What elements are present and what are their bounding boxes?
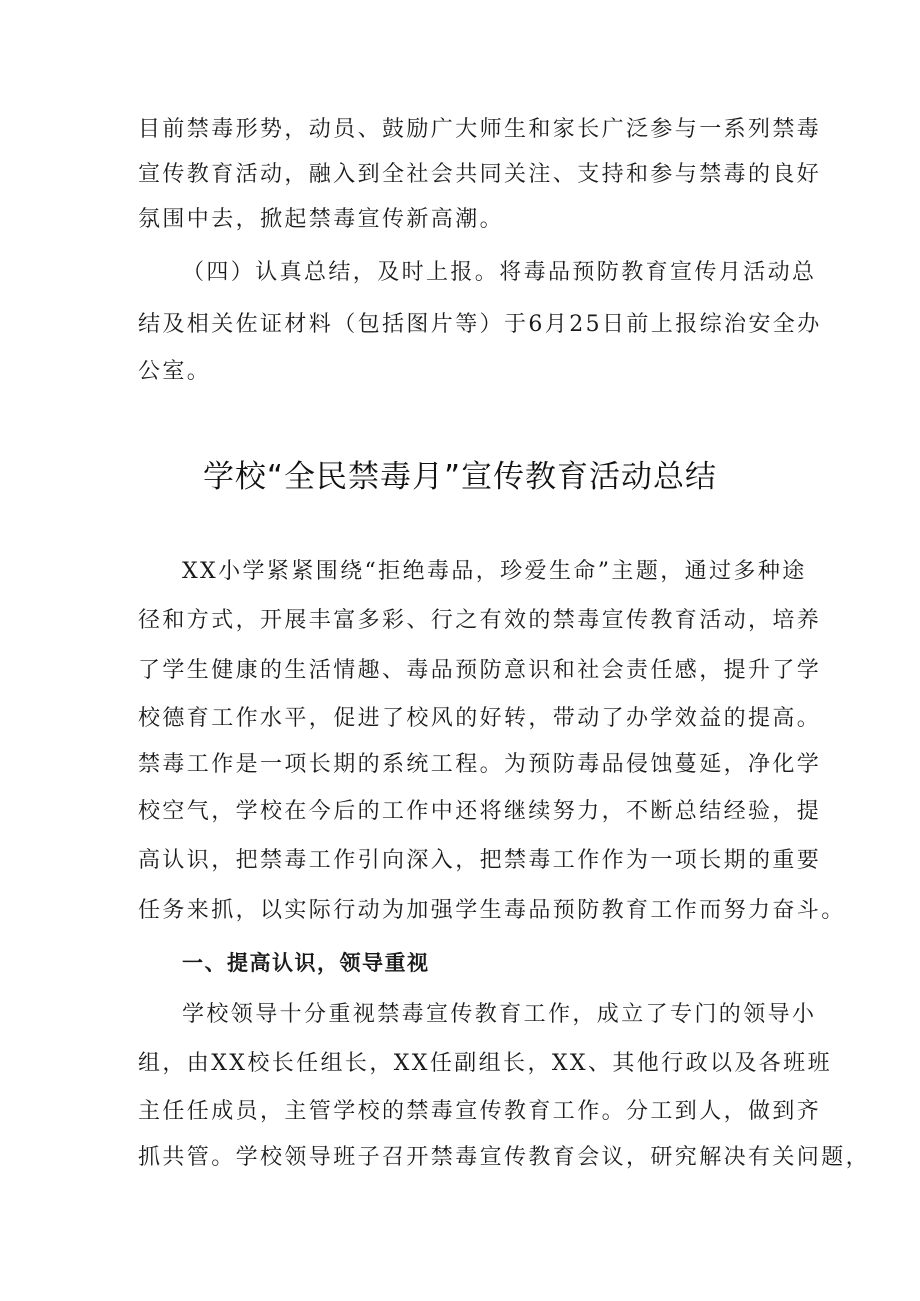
section-four-line-3: 公室。 — [138, 359, 212, 384]
section-four-line-1: （四）认真总结，及时上报。将毒品预防教育宣传月活动总 — [182, 260, 817, 285]
summary-line-4: 校德育工作水平，促进了校风的好转，带动了办学效益的提高。 — [138, 706, 822, 731]
section-one-line-4: 抓共管。学校领导班子召开禁毒宣传教育会议，研究解决有关问题， — [138, 1145, 871, 1170]
section-one-line-2: 组，由XX校长任组长，XX任副组长，XX、其他行政以及各班班 — [138, 1051, 832, 1076]
summary-line-8: 任务来抓，以实际行动为加强学生毒品预防教育工作而努力奋斗。 — [138, 898, 846, 923]
summary-line-7: 高认识，把禁毒工作引向深入，把禁毒工作作为一项长期的重要 — [138, 848, 822, 873]
intro-line-3: 氛围中去，掀起禁毒宣传新高潮。 — [138, 207, 505, 232]
summary-line-6: 校空气，学校在今后的工作中还将继续努力，不断总结经验，提 — [138, 799, 822, 824]
summary-line-1: XX小学紧紧围绕“拒绝毒品，珍爱生命”主题，通过多种途 — [182, 559, 807, 584]
summary-line-2: 径和方式，开展丰富多彩、行之有效的禁毒宣传教育活动，培养 — [138, 608, 822, 633]
section-one-line-3: 主任任成员，主管学校的禁毒宣传教育工作。分工到人，做到齐 — [138, 1099, 822, 1124]
section-four-line-2: 结及相关佐证材料（包括图片等）于6月25日前上报综治安全办 — [138, 312, 822, 337]
section-one-heading: 一、提高认识，领导重视 — [182, 951, 430, 975]
intro-line-1: 目前禁毒形势，动员、鼓励广大师生和家长广泛参与一系列禁毒 — [138, 117, 822, 142]
document-title: 学校“全民禁毒月”宣传教育活动总结 — [202, 459, 718, 495]
intro-line-2: 宣传教育活动，融入到全社会共同关注、支持和参与禁毒的良好 — [138, 162, 822, 187]
summary-line-3: 了学生健康的生活情趣、毒品预防意识和社会责任感，提升了学 — [138, 658, 822, 683]
summary-line-5: 禁毒工作是一项长期的系统工程。为预防毒品侵蚀蔓延，净化学 — [138, 752, 822, 777]
section-one-line-1: 学校领导十分重视禁毒宣传教育工作，成立了专门的领导小 — [182, 1002, 817, 1027]
